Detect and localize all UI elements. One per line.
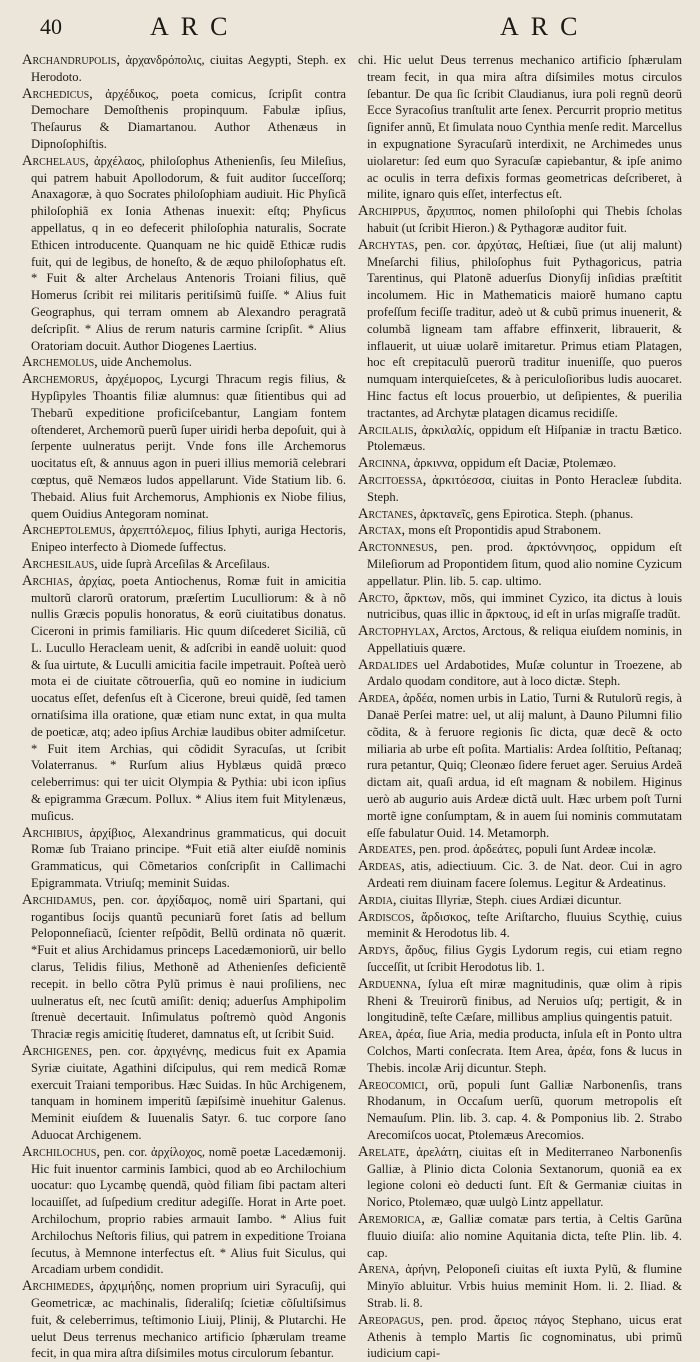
entry-headword: Arcto, (358, 589, 399, 606)
entry-headword: Arena, (358, 1261, 400, 1278)
entry-definition: pen. cor. ἀρχύτας, Heſtiæi, ſiue (ut alij malunt) Mneſarchi filius, philoſophus fuit Pythagoricus, patria Tarentinus, qui Platonẽ aduerſus Dionyſij inſidias præſtitit incolumem. Hic in Mathematicis maiorẽ humano captu profeſſum feciſſe traditur, adeò ut & cubũ primus inuenerit, & columbã ligneam tam affabre effinxerit, librauerit, & inflauerit, ut uiuæ uolarẽ imitaretur. Primus etiam Platagen, hoc eſt crepitaculũ puerorũ traditur inueniſſe, quo pueros numquam interquieſcetes, & à periculoſioribus ludis auocaret. Hinc factus eſt locus prouerbio, ut deſipientes, & puerilia tractantes, ad Archytæ platagen dicamus recidiſſe. (367, 237, 682, 420)
entry-headword: Arctanes, (358, 505, 417, 522)
entry-headword: Ardiſcos, (358, 908, 415, 925)
dictionary-entry (358, 237, 682, 422)
dictionary-entry (358, 506, 682, 523)
entry-headword: Archias, (22, 572, 73, 589)
entry-definition: ſylua eſt miræ magnitudinis, quæ olim à ripis Rheni & Treuirorũ finibus, ad Neruios uſq; pertigit, & in longitudinẽ, teſte Cæſare, millibus amplius quingentis patuit. (367, 976, 682, 1025)
dictionary-entry (358, 858, 682, 892)
left-column (22, 52, 346, 1362)
entry-headword: Archemolus, (22, 354, 98, 371)
entry-headword: Arcinna, (358, 455, 411, 472)
entry-definition: ἀρχέδικος, poeta comicus, ſcripſit contra Demochare Demoſthenis propinquum. Fabulæ ipſius, Theſaurus & Diamartanou. Author Athenæus in Dipnoſophiſtis. (31, 86, 347, 151)
dictionary-entry (358, 590, 682, 624)
dictionary-entry (358, 909, 682, 943)
entry-definition: pen. cor. ἀρχίδαμος, nomẽ uiri Spartani, qui rogantibus ſocijs quantũ pecuniarũ foret ſatis ad bellum Peloponneſiacũ, ſcienter reſpõdit, Bellũ ordinata nõ quærit. *Fuit et alius Archidamus princeps Lacedæmoniorũ, uir bello clarus, Telidis filius, Methonẽ ad Athenienſes deficientẽ recepit. in bello cõtra Pylũ primus è naui proſiliens, nec uulneratus eſt, nec ſcutũ amiſit: deniq; aduerſus Amphipolim ſtrenuè decertauit. Inſimulatus poſtremò quòd Angonis Thraciæ regis amicitię ſtuderet, damnatus eſt, ut ſcribit Suid. (31, 892, 346, 1042)
running-head-left: ARC (150, 12, 240, 41)
entry-definition: chi. Hic uelut Deus terrenus mechanico artificio ſphærulam tream fecit, in qua mira aſtra diſsimiles motus circulos ſebantur. De qua ſic ſcribit Claudianus, iura poli regnũ deorũ Ecce Syracoſius tranſtulit arte ſenex. Percurrit proprio metitus ſignifer annũ, Et ſimulata nouo Cynthia menſe redit. Marcellus in expugnatione Syracuſarũ interdixit, ne Archimedes unus uiolaretur: ſed eum quo Syracuſæ capiebantur, & ipſe animo ac oculis in terra defixis formas geometricas deſcriberet, à milite, ignaro quis eſſet, interfectus eſt. (358, 53, 682, 202)
dictionary-entry (22, 556, 346, 573)
entry-headword: Archytas, (358, 236, 418, 253)
dictionary-entry (22, 52, 346, 86)
dictionary-entry (358, 522, 682, 539)
dictionary-entry (22, 1278, 346, 1362)
entry-headword: Archeſilaus, (22, 555, 98, 572)
entry-definition: uide Anchemolus. (100, 355, 192, 370)
entry-definition: æ, Galliæ comatæ pars tertia, à Celtis Garũna fluuio diuiſa: alio nomine Aquitania dicta, teſte Plin. lib. 4. cap. (367, 1211, 682, 1260)
entry-definition: pen. cor. ἀρχίλοχος, nomẽ poetæ Lacedæmonij. Hic fuit inuentor carminis Iambici, quod ab eo Archilochium uocatur: quo Lycambę quendã, quòd filiam ſibi pactam alteri locauiſſet, ad ſuſpedium creditur adegiſſe. Horat in Arte poet. Archilochum, proprio rabies armauit Iambo. * Alius fuit Archilochus Neſtoris filius, qui patrem in expeditione Troiana ſecutus, à Memnone interfectus eſt. * Alius fuit Siculus, qui Arcadiam urbem condidit. (31, 1144, 346, 1277)
entry-definition: atis, adiectiuum. Cic. 3. de Nat. deor. Cui in agro Ardeati rem diuinam facere ſolemus. Legitur & Ardeatinus. (367, 859, 682, 891)
dictionary-entry (358, 422, 682, 456)
entry-headword: Ardys, (358, 942, 399, 959)
entry-headword: Areopagus, (358, 1311, 424, 1328)
entry-headword: Archibius, (22, 824, 83, 841)
dictionary-entry (358, 203, 682, 237)
entry-headword: Arcitoeſſa, (358, 471, 427, 488)
dictionary-entry (22, 1144, 346, 1278)
dictionary-entry (22, 354, 346, 371)
entry-definition: ἀρήνη, Peloponeſi ciuitas eſt iuxta Pylũ, & flumine Minyïo abluitur. Vrbis huius meminit Hom. li. 2. Iliad. & Strab. li. 8. (367, 1262, 682, 1310)
dictionary-entry (22, 371, 346, 522)
right-column (358, 52, 682, 1362)
dictionary-entry (358, 1211, 682, 1261)
dictionary-entry (22, 86, 346, 153)
dictionary-entry (358, 1261, 682, 1311)
entry-headword: Area, (358, 1026, 393, 1043)
entry-headword: Ardeas, (358, 858, 405, 875)
page-number: 40 (40, 14, 62, 39)
entry-definition: ἄρδισκος, teſte Ariſtarcho, fluuius Scythię, cuius meminit & Herodotus lib. 4. (367, 909, 682, 941)
entry-definition: pen. prod. ἄρειος πάγος Stephano, uicus erat Athenis à templo Martis ſic cognominatus, ubi primũ iudicium capi- (367, 1312, 682, 1361)
entry-headword: Arctophylax, (358, 623, 440, 640)
dictionary-entry (22, 522, 346, 556)
page-header (22, 8, 682, 46)
dictionary-entry (358, 472, 682, 506)
running-head-right: ARC (500, 12, 590, 41)
text-columns (22, 52, 682, 1362)
dictionary-entry (358, 657, 682, 691)
dictionary-entry (358, 623, 682, 657)
dictionary-entry (358, 1312, 682, 1362)
dictionary-entry (358, 690, 682, 841)
entry-definition: ἀρχέμορος, Lycurgi Thracum regis filius, & Hypſipyles Thoantis filiæ alumnus: quæ ſitientibus qui ad Thebarũ expeditione proficiſcebantur, Langiam fontem oſtenderet, Archemorũ puerũ ſuper uiridi herba depoſuit, qui à ſerpente uulneratus perijt. Vnde fons ille Archemorus uocitatus eſt, & annuus agon in pueri illius memoriã celebrari cœptus, quẽ Nemæos ludos appellarunt. Vide Statium lib. 6. Thebaid. Alius fuit Archemorus, Amphionis ex Niobe filius, quem Ouidius Antegoram nominat. (31, 372, 346, 521)
entry-headword: Arcilalis, (358, 421, 418, 438)
entry-headword: Arelate, (358, 1143, 410, 1160)
entry-definition: uide ſuprà Arceſilas & Arceſilaus. (100, 556, 270, 571)
entry-definition: ciuitas Illyriæ, Steph. ciues Ardiæi dicuntur. (399, 892, 622, 907)
entry-headword: Archilochus, (22, 1143, 100, 1160)
dictionary-entry (358, 841, 682, 858)
entry-headword: Ardea, (358, 690, 400, 707)
entry-definition: ἀρκτανεῖς, gens Epirotica. Steph. (phanus. (420, 506, 634, 521)
entry-definition: ἄρδυς, filius Gygis Lydorum regis, cui etiam regno ſucceſſit, ut ſcribit Herodotus lib. 1. (367, 943, 682, 975)
entry-headword: Archidamus, (22, 891, 97, 908)
entry-headword: Archigenes, (22, 1043, 93, 1060)
entry-definition: orũ, populi ſunt Galliæ Narbonenſis, trans Rhodanum, in Occaſum uerſũ, quorum metropolis eſt Nemauſum. Plin. lib. 3. cap. 4. & Pomponius lib. 2. Strabo Arecomiſcos uocat, Ptolemæus Arecomios. (367, 1077, 682, 1142)
entry-definition: ἄρχιππος, nomen philoſophi qui Thebis ſcholas habuit (ut ſcribit Hieron.) & Pythagoræ auditor fuit. (367, 204, 682, 235)
entry-definition: ἀρχιμήδης, nomen proprium uiri Syracuſij, qui Geometricæ, ac machinalis, ſideraliſq; ſcietiæ cõſultiſsimus fuit, & celeberrimus, teſtimonio Liuij, Plinij, & Plutarchi. He uelut Deus terrenus mechanico artificio ſphærulam treame fecit, in qua mira aſtra diſsimiles motus circulorum ſebantur. (31, 1279, 346, 1361)
entry-definition: ἀρχανδρόπολις, ciuitas Aegypti, Steph. ex Herodoto. (31, 53, 346, 84)
dictionary-entry (358, 1144, 682, 1211)
dictionary-entry (358, 1077, 682, 1144)
entry-headword: Arctax, (358, 522, 406, 539)
entry-definition: ἀρχίας, poeta Antiochenus, Romæ fuit in amicitia multorũ clarorũ oratorum, præſertim Luculliorum: & à nõ nullis Græcis populis honoratus, & eorũ ciuitatibus donatus. Ciceroni in primis familiaris. Hic quum diſcederet Siciliã, cũ L. Lucullo Heracleam uenit, & adſcribi in eandẽ uoluit: quod & ſua uirtute, & Luculli amicitia facile impetrauit. Poſteà uerò mota ei de ciuitate cõtrouerſia, quũ eo nomine in iudicium uocatus eſſet, defenſus eſt à Cicerone, breui quidẽ, ſed tamen ornatiſsima illa oratione, quæ etiam nunc extat, in qua multa de poeticæ, atq; adeo ipſius Archiæ laudibus obiter admiſcetur. * Fuit item Archias, qui cõdidit Syracuſas, ut ſcribit Volaterranus. * Rurſum alius Hyblæus quidã prœco celeberrimus: qui ter uicit Olympia & Pythia: ubi icon ipſius & epigramma Græcum. Pollux. * Alius item fuit Mitylenæus, muſicus. (31, 573, 346, 823)
entry-headword: Archimedes, (22, 1278, 94, 1295)
dictionary-entry (358, 892, 682, 909)
entry-headword: Archandrupolis, (22, 52, 120, 68)
dictionary-entry (358, 1026, 682, 1076)
entry-headword: Areocomici, (358, 1076, 429, 1093)
entry-definition: ἀρκιτόεσσα, ciuitas in Ponto Heracleæ ſubdita. Steph. (367, 472, 682, 504)
entry-definition: pen. prod. ἀρδεάτες, populi ſunt Ardeæ incolæ. (419, 842, 657, 857)
dictionary-entry (22, 825, 346, 892)
dictionary-entry (22, 1043, 346, 1144)
entry-definition: pen. prod. ἀρκτόννησος, oppidum eſt Mileſiorum ad Propontidem ſitum, quod alio nomine Cyzicum appellatur. Plin. lib. 5. cap. ultimo. (367, 540, 682, 588)
dictionary-entry (358, 976, 682, 1026)
entry-headword: Aremorica, (358, 1210, 425, 1227)
entry-definition: mons eſt Propontidis apud Strabonem. (408, 523, 602, 538)
entry-definition: ἀρδέα, nomen urbis in Latio, Turni & Rutulorũ regis, à Danaë Perſei matre: uel, ut alij malunt, à Dauno Pilumni filio cõdita, & à feruore regionis ſic dicta, quæ decẽ & octo miliaria ab urbe eſt poſita. Martialis: Ardea ſolſtitio, Peſtanaq; rura petantur, Quiq; Cleonæo ſidere feruet ager. Seruius Ardeã dictam ait, quaſi ardua, id eſt magnam & nobilem. Higinus uerò ab augurio auis Ardeæ dictã uult. Hæc urbem poſt Turni mortẽ igne conſumptam, & in auem ſui nominis commutatam eſſe fabulatur Ouid. 14. Metamorph. (367, 691, 682, 840)
entry-headword: Archippus, (358, 203, 420, 220)
entry-definition: ἀρέα, ſiue Aria, media producta, inſula eſt in Ponto ultra Colchos, Marti conſecrata. Item Area, ἀρέα, fons & lucus in Thebis. incolæ Arij dicuntur. Steph. (367, 1027, 683, 1075)
dictionary-entry (358, 455, 682, 472)
dictionary-entry (22, 892, 346, 1043)
entry-definition: uel Ardabotides, Muſæ coluntur in Troezene, ab Ardalo quodam conditore, aut à loco dictæ. Steph. (367, 657, 682, 689)
entry-definition: ἀρχέλαος, philoſophus Athenienſis, ſeu Mileſius, qui patrem habuit Apollodorum, & fuit auditor ſucceſſorq; Anaxagoræ, à quo Socrates philoſophiam audiuit. Hic Phyſicã philoſophiã ex Ionia Athenas inuexit: eſtq; Phyſicus appellatus, q in eo defecerit philoſophia naturalis, Socrate Ethicen introducente. Quanquam ne hic quidẽ Ethicæ rudis fuit, qui de legibus, de honeſto, & de æquo philoſophatus eſt. * Fuit & alter Archelaus Antenoris Troiani filius, quẽ Homerus ſcribit rei militaris peritiſsimũ fuiſſe. * Alius fuit Geographus, qui terram omnem ab Alexandro peragratã deſcripſit. * Alius de rerum naturis carmine ſcripſit. * Alius Oratoriam docuit. Author Diogenes Laertius. (31, 153, 346, 353)
dictionary-entry (22, 153, 346, 355)
dictionary-entry (358, 52, 682, 203)
entry-headword: Archedicus, (22, 85, 93, 102)
dictionary-entry (358, 942, 682, 976)
dictionary-entry (358, 539, 682, 589)
entry-definition: ἀρχεπτόλεμος, filius Iphyti, auriga Hectoris, Enipeo interfecto à Diomede ſuffectus. (31, 523, 346, 555)
entry-headword: Archeptolemus, (22, 522, 116, 539)
entry-definition: ἄρκτων, mõs, qui imminet Cyzico, ita dictus à louis nutricibus, quas illic in ἄρκτους, id eſt in urſas migraſſe tradũt. (367, 590, 682, 622)
entry-definition: ἀρχίβιος, Alexandrinus grammaticus, qui docuit Romæ ſub Traiano principe. *Fuit etiã alter eiuſdẽ nominis Grammaticus, qui Cõmetarios conſcripſit in Callimachi Epigrammata. Vtriuſq; meminit Suidas. (31, 825, 346, 891)
entry-headword: Archemorus, (22, 371, 99, 388)
dictionary-entry (22, 573, 346, 825)
entry-headword: Archelaus, (22, 152, 89, 169)
entry-definition: pen. cor. ἀρχιγένης, medicus fuit ex Apamia Syriæ ciuitate, Agathini diſcipulus, qui rem medicã Romæ exercuit Traiani temporibus. Hæc Suidas. In hũc Archigenem, tanquam in hominem imperitũ ſæpiſsimè inuehitur Galenus. Meminit eiuſdem & Iuuenalis Satyr. 6. tuc corpore ſano Aduocat Archigenem. (31, 1044, 346, 1142)
entry-headword: Ardalides (358, 656, 418, 673)
entry-definition: ἀρκιννα, oppidum eſt Daciæ, Ptolemæo. (413, 456, 617, 471)
entry-headword: Ardia, (358, 891, 397, 908)
entry-definition: Arctos, Arctous, & reliqua eiuſdem nominis, in Appellatiuis quære. (367, 624, 682, 655)
entry-definition: ἀρελάτη, ciuitas eſt in Mediterraneo Narbonenſis Galliæ, à Plinio dicta Colonia Sextanorum, quoniã ea ex legione coloni eò deducti ſunt. Eſt & Germaniæ ciuitas in Norico, Ptolemæo, quæ uulgò Lintz appellatur. (367, 1144, 682, 1210)
entry-headword: Arctonneſus, (358, 539, 438, 556)
entry-headword: Ardeates, (358, 841, 416, 858)
entry-headword: Arduenna, (358, 975, 421, 992)
entry-definition: ἀρκιλαλίς, oppidum eſt Hiſpaniæ in tractu Bætico. Ptolemæus. (367, 422, 682, 454)
